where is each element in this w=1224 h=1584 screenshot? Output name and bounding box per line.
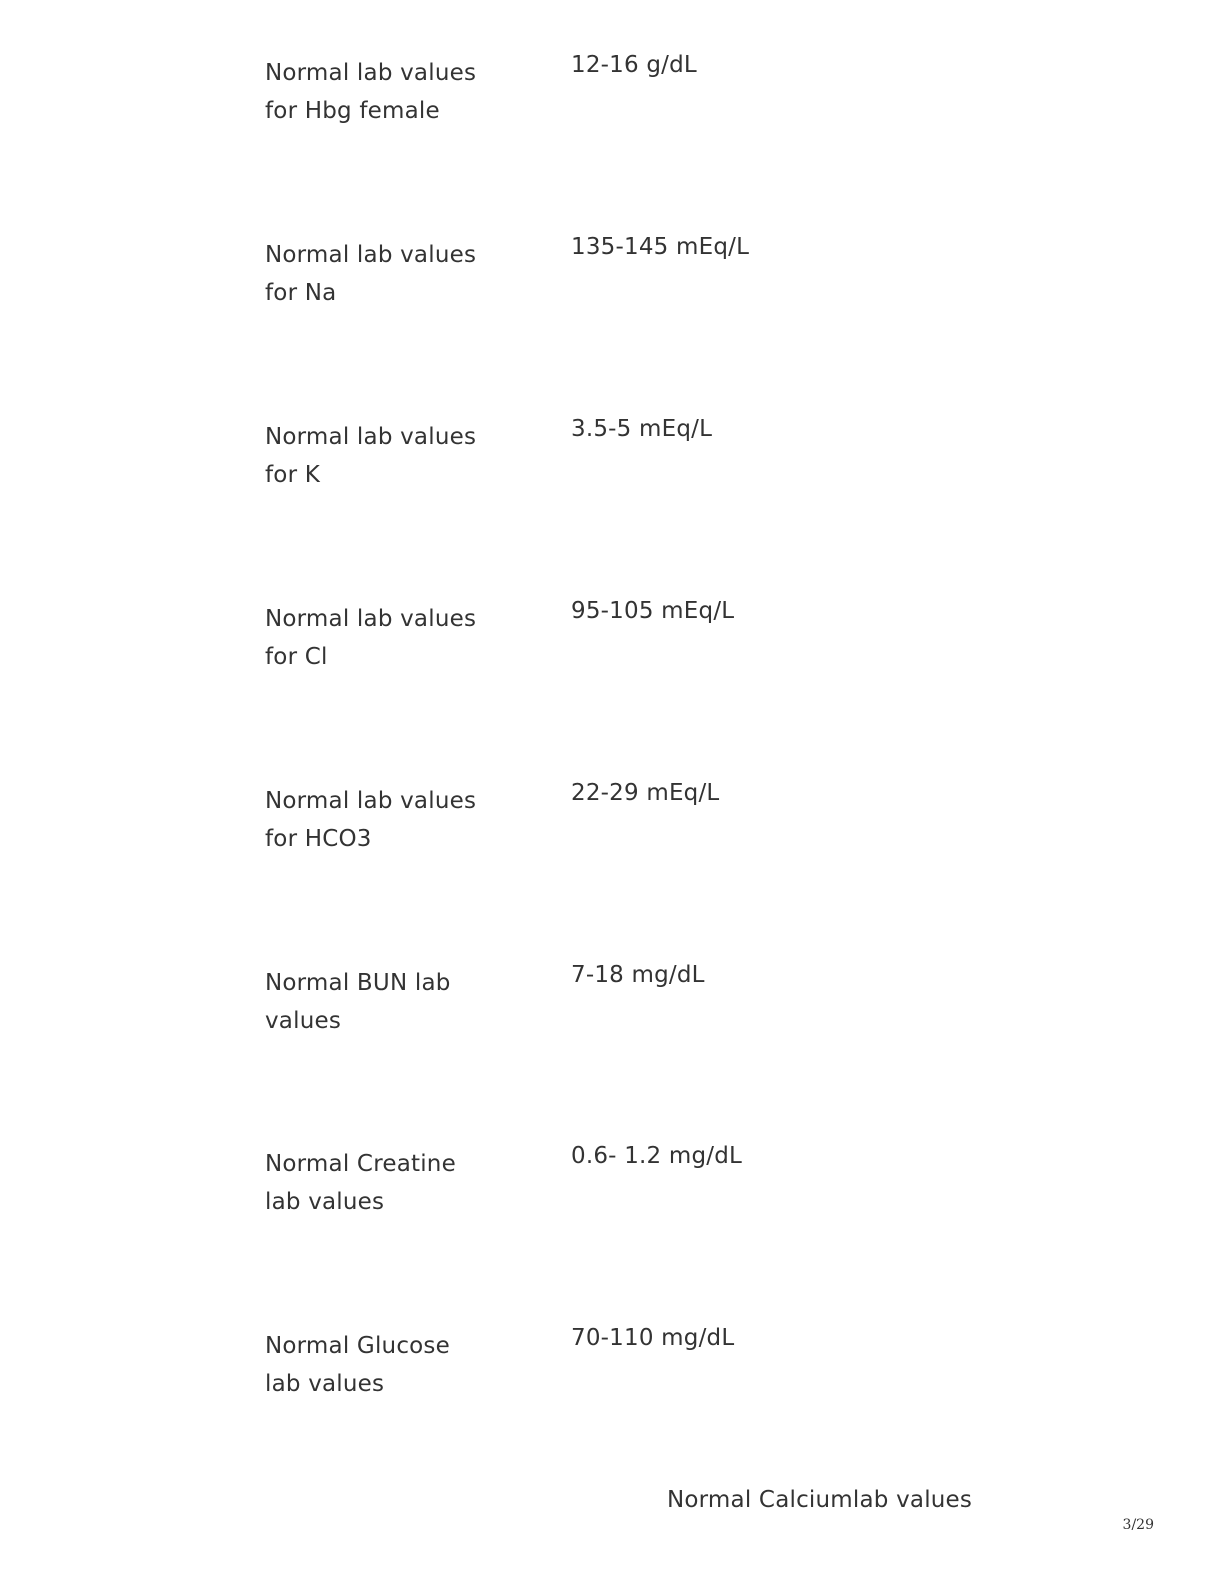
page-number: 3/29 (1122, 1517, 1154, 1533)
term-line-1: Normal lab values (265, 606, 477, 632)
term-line-2: for Na (265, 280, 337, 306)
trailing-term: Normal Calciumlab values (667, 1487, 973, 1513)
definition: 7-18 mg/dL (571, 962, 705, 988)
definition: 0.6- 1.2 mg/dL (571, 1143, 743, 1169)
definition: 135-145 mEq/L (571, 234, 750, 260)
term-line-2: for K (265, 462, 321, 488)
term (265, 1327, 505, 1403)
term (265, 600, 505, 676)
term (265, 964, 505, 1040)
term (265, 782, 505, 858)
term-line-1: Normal BUN lab (265, 970, 451, 996)
term-line-1: Normal lab values (265, 60, 477, 86)
term-line-1: Normal lab values (265, 424, 477, 450)
definition: 12-16 g/dL (571, 52, 697, 78)
term (265, 54, 505, 130)
term-line-2: lab values (265, 1189, 385, 1215)
term-line-1: Normal lab values (265, 788, 477, 814)
term (265, 418, 505, 494)
definition: 95-105 mEq/L (571, 598, 735, 624)
term-line-2: for Hbg female (265, 98, 440, 124)
definition: 3.5-5 mEq/L (571, 416, 713, 442)
term-line-2: lab values (265, 1371, 385, 1397)
term (265, 236, 505, 312)
term-line-2: for Cl (265, 644, 328, 670)
term-line-2: for HCO3 (265, 826, 372, 852)
term-line-1: Normal Creatine (265, 1151, 456, 1177)
term-line-1: Normal Glucose (265, 1333, 450, 1359)
term-line-2: values (265, 1008, 342, 1034)
term-line-1: Normal lab values (265, 242, 477, 268)
definition: 22-29 mEq/L (571, 780, 720, 806)
term (265, 1145, 505, 1221)
definition: 70-110 mg/dL (571, 1325, 735, 1351)
